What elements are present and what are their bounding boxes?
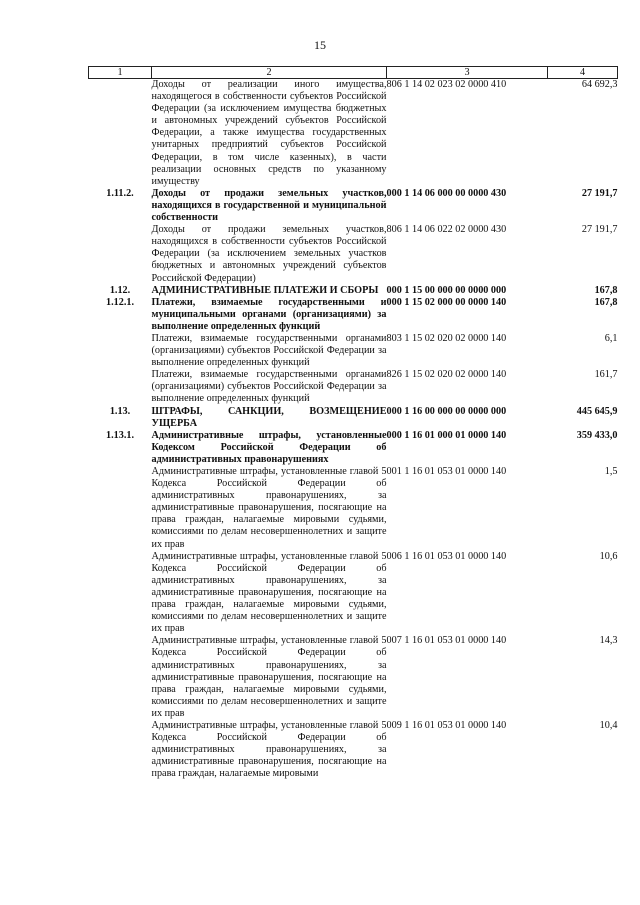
row-code: 000 1 14 06 000 00 0000 430 (386, 187, 507, 199)
row-code: 000 1 15 02 000 00 0000 140 (386, 296, 507, 308)
header-col-code: 3 (387, 67, 548, 79)
row-code: 826 1 15 02 020 02 0000 140 (386, 369, 507, 381)
table-row (89, 369, 618, 405)
table-row (89, 430, 618, 466)
row-name: Административные штрафы, установленные Кодексом Российской Федерации об административных правонарушениях (151, 429, 387, 465)
row-number (89, 79, 152, 188)
table-row (89, 720, 618, 780)
row-name: ШТРАФЫ, САНКЦИИ, ВОЗМЕЩЕНИЕ УЩЕРБА (151, 405, 387, 429)
row-code: 009 1 16 01 053 01 0000 140 (386, 719, 507, 731)
row-sum: 1,5 (604, 466, 618, 477)
row-number (89, 720, 152, 780)
row-name: Доходы от реализации иного имущества, находящегося в собственности субъектов Российской Федерации (за исключением имущества бюджетных и автономных учреждений субъектов Российской Федерации, а также имущества государственных унитарных предприятий субъектов Российской Федерации, в том числе казенных), в части реализации основных средств по указанному имуществу (151, 79, 387, 187)
row-sum: 167,8 (594, 284, 618, 296)
row-sum: 167,8 (594, 296, 618, 308)
row-sum: 64 692,3 (581, 79, 618, 90)
row-code: 806 1 14 02 023 02 0000 410 (386, 79, 507, 90)
row-sum: 10,4 (599, 719, 618, 731)
row-code: 000 1 16 01 000 01 0000 140 (386, 429, 507, 441)
table-row (89, 333, 618, 369)
row-sum: 10,6 (599, 550, 618, 562)
row-sum: 161,7 (594, 369, 618, 381)
row-number: 1.12.1. (105, 296, 134, 308)
header-col-name: 2 (152, 67, 387, 79)
row-sum: 359 433,0 (576, 429, 618, 441)
table-row (89, 297, 618, 333)
row-number: 1.12. (109, 284, 131, 296)
table-row (89, 224, 618, 284)
table-row (89, 406, 618, 430)
row-name: Административные штрафы, установленные главой 5 Кодекса Российской Федерации об административных правонарушениях, за административные правонарушения, посягающие на права граждан, налагаемые мировыми судьями, комиссиями по делам несовершеннолетних и защите их прав (151, 466, 387, 550)
table-row (89, 635, 618, 720)
row-name: АДМИНИСТРАТИВНЫЕ ПЛАТЕЖИ И СБОРЫ (151, 284, 379, 296)
row-name: Административные штрафы, установленные главой 5 Кодекса Российской Федерации об административных правонарушениях, за административные правонарушения, посягающие на права граждан, налагаемые мировыми (151, 719, 387, 780)
row-number (89, 333, 152, 369)
table-row (89, 188, 618, 224)
row-name: Платежи, взимаемые государственными органами (организациями) субъектов Российской Федерации за выполнение определенных функций (151, 332, 387, 369)
row-number (89, 466, 152, 551)
table-header-row (89, 67, 618, 79)
row-code: 803 1 15 02 020 02 0000 140 (386, 332, 507, 344)
table-row (89, 551, 618, 636)
table-row (89, 466, 618, 551)
row-number: 1.13. (109, 405, 131, 417)
row-code: 007 1 16 01 053 01 0000 140 (386, 635, 507, 647)
row-name: Платежи, взимаемые государственными и муниципальными органами (организациями) за выполнение определенных функций (151, 296, 387, 332)
row-number (89, 369, 152, 405)
budget-table (88, 66, 618, 780)
row-sum: 27 191,7 (581, 224, 618, 236)
row-number: 1.13.1. (105, 429, 134, 441)
row-name: Доходы от продажи земельных участков, находящихся в собственности субъектов Российской Федерации (за исключением земельных участков бюджетных и автономных учреждений субъектов Российской Федерации) (151, 224, 387, 284)
row-number: 1.11.2. (106, 187, 134, 199)
header-col-sum: 4 (548, 67, 618, 79)
row-name: Платежи, взимаемые государственными органами (организациями) субъектов Российской Федерации за выполнение определенных функций (151, 369, 387, 405)
header-col-number: 1 (89, 67, 152, 79)
row-name: Административные штрафы, установленные главой 5 Кодекса Российской Федерации об административных правонарушениях, за административные правонарушения, посягающие на права граждан, налагаемые мировыми судьями, комиссиями по делам несовершеннолетних и защите их прав (151, 635, 387, 719)
row-code: 000 1 15 00 000 00 0000 000 (386, 284, 507, 296)
row-code: 006 1 16 01 053 01 0000 140 (386, 550, 507, 562)
row-number (89, 551, 152, 636)
row-name: Административные штрафы, установленные главой 5 Кодекса Российской Федерации об административных правонарушениях, за административные правонарушения, посягающие на права граждан, налагаемые мировыми судьями, комиссиями по делам несовершеннолетних и защите их прав (151, 550, 387, 635)
row-code: 001 1 16 01 053 01 0000 140 (386, 466, 507, 477)
row-sum: 6,1 (604, 332, 618, 344)
row-code: 000 1 16 00 000 00 0000 000 (386, 405, 507, 417)
table-body (89, 79, 618, 781)
row-name: Доходы от продажи земельных участков, находящихся в государственной и муниципальной собственности (151, 187, 387, 224)
row-sum: 14,3 (599, 635, 618, 647)
row-code: 806 1 14 06 022 02 0000 430 (386, 224, 507, 236)
row-sum: 27 191,7 (581, 187, 618, 199)
row-sum: 445 645,9 (576, 405, 618, 417)
table-row (89, 285, 618, 297)
row-number (89, 635, 152, 720)
table-row (89, 79, 618, 188)
row-number (89, 224, 152, 284)
page-number: 15 (314, 38, 326, 52)
